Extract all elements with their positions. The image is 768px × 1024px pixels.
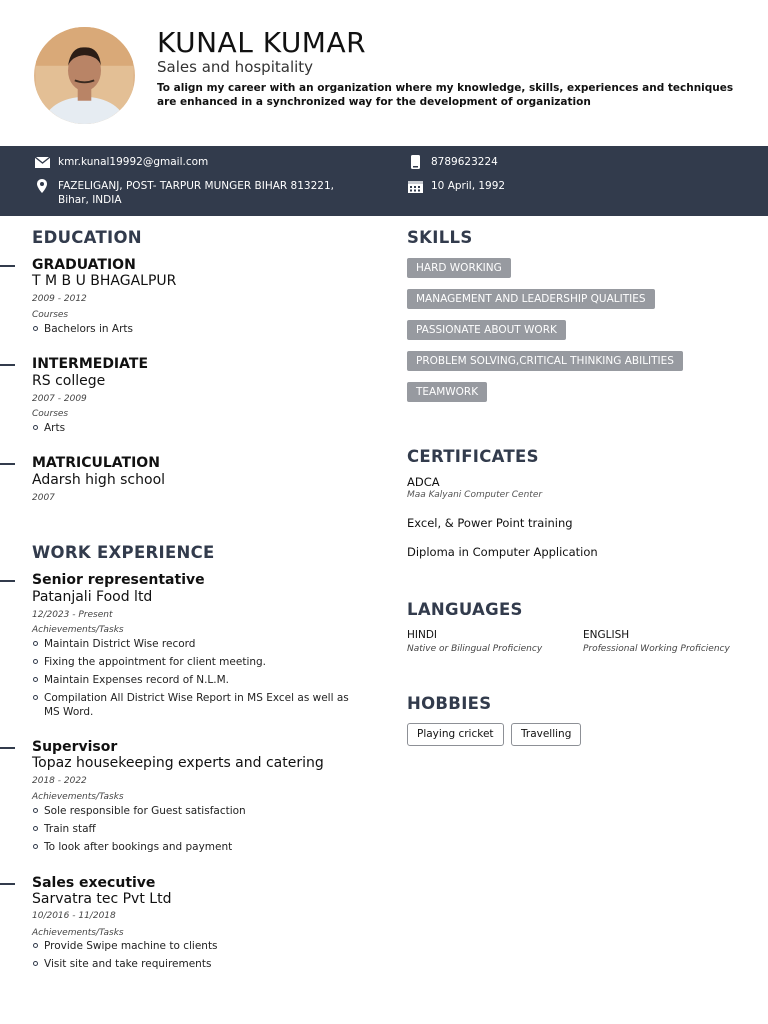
course-item: Arts [32, 421, 362, 435]
work-experience-heading: WORK EXPERIENCE [32, 543, 215, 562]
tasks-label: Achievements/Tasks [32, 792, 124, 802]
job-role: Senior representative [32, 572, 205, 588]
skills-heading: SKILLS [407, 228, 473, 247]
certificates-heading: CERTIFICATES [407, 447, 539, 466]
job-company: Sarvatra tec Pvt Ltd [32, 891, 172, 907]
task-item: To look after bookings and payment [32, 840, 362, 854]
avatar-portrait [34, 27, 135, 124]
candidate-name: KUNAL KUMAR [157, 26, 367, 59]
address-line-2: Bihar, INDIA [58, 194, 122, 206]
job-company: Patanjali Food ltd [32, 589, 153, 605]
job-dates: 2018 - 2022 [32, 776, 87, 786]
skill-tag: MANAGEMENT AND LEADERSHIP QUALITIES [407, 289, 655, 309]
courses-label: Courses [32, 310, 69, 320]
job-company: Topaz housekeeping experts and catering [32, 755, 324, 771]
skill-tag: PASSIONATE ABOUT WORK [407, 320, 566, 340]
skill-tag: HARD WORKING [407, 258, 511, 278]
email-text: kmr.kunal19992@gmail.com [58, 156, 209, 168]
task-item: Train staff [32, 822, 362, 836]
candidate-title: Sales and hospitality [157, 58, 314, 76]
job-role: Supervisor [32, 739, 118, 755]
certificate-name: ADCA [407, 475, 440, 489]
phone-text: 8789623224 [431, 156, 498, 168]
calendar-icon [407, 179, 423, 193]
contact-phone[interactable] [407, 155, 498, 169]
career-objective: To align my career with an organization where my knowledge, skills, experiences and techniques are enhanced in a synchronized way for the development of organization [157, 82, 734, 108]
timeline-marker [0, 364, 15, 366]
contact-bar [0, 146, 768, 216]
education-school: RS college [32, 373, 106, 389]
timeline-marker [0, 463, 15, 465]
education-heading: EDUCATION [32, 228, 142, 247]
timeline-marker [0, 265, 15, 267]
phone-icon [407, 155, 423, 169]
skill-tag: PROBLEM SOLVING,CRITICAL THINKING ABILITIES [407, 351, 683, 371]
task-item: Fixing the appointment for client meeting. [32, 655, 362, 669]
language-name: ENGLISH [583, 629, 630, 641]
language-level: Professional Working Proficiency [583, 644, 730, 654]
address-line-1: FAZELIGANJ, POST- TARPUR MUNGER BIHAR 813221, [58, 180, 334, 192]
job-dates: 12/2023 - Present [32, 610, 113, 620]
hobby-tag: Playing cricket [407, 723, 504, 746]
education-dates: 2007 - 2009 [32, 394, 87, 404]
education-degree: GRADUATION [32, 257, 136, 273]
job-role: Sales executive [32, 875, 156, 891]
languages-heading: LANGUAGES [407, 600, 523, 619]
timeline-marker [0, 747, 15, 749]
courses-label: Courses [32, 409, 69, 419]
contact-email[interactable] [34, 155, 208, 169]
course-item: Bachelors in Arts [32, 322, 362, 336]
task-item: Compilation All District Wise Report in MS Excel as well as MS Word. [32, 691, 362, 719]
education-degree: INTERMEDIATE [32, 356, 149, 372]
task-item: Sole responsible for Guest satisfaction [32, 804, 362, 818]
hobbies-heading: HOBBIES [407, 694, 492, 713]
task-item: Provide Swipe machine to clients [32, 939, 362, 953]
task-item: Maintain District Wise record [32, 637, 362, 651]
envelope-icon [34, 155, 50, 169]
education-school: T M B U BHAGALPUR [32, 273, 177, 289]
timeline-marker [0, 580, 15, 582]
certificate-name: Excel, & Power Point training [407, 516, 573, 530]
contact-address [34, 179, 334, 207]
resume-header [0, 0, 768, 146]
education-dates: 2007 [32, 493, 55, 503]
task-item: Visit site and take requirements [32, 957, 362, 971]
education-dates: 2009 - 2012 [32, 294, 87, 304]
skill-tag: TEAMWORK [407, 382, 487, 402]
hobby-tag: Travelling [511, 723, 581, 746]
education-degree: MATRICULATION [32, 455, 160, 471]
tasks-label: Achievements/Tasks [32, 625, 124, 635]
certificate-issuer: Maa Kalyani Computer Center [407, 490, 543, 500]
job-dates: 10/2016 - 11/2018 [32, 911, 116, 921]
timeline-marker [0, 883, 15, 885]
certificate-name: Diploma in Computer Application [407, 545, 598, 559]
location-pin-icon [34, 179, 50, 193]
avatar [34, 27, 135, 124]
dob-text: 10 April, 1992 [431, 180, 506, 192]
language-name: HINDI [407, 629, 438, 641]
contact-dob [407, 179, 505, 193]
education-school: Adarsh high school [32, 472, 166, 488]
tasks-label: Achievements/Tasks [32, 928, 124, 938]
language-level: Native or Bilingual Proficiency [407, 644, 543, 654]
task-item: Maintain Expenses record of N.L.M. [32, 673, 362, 687]
